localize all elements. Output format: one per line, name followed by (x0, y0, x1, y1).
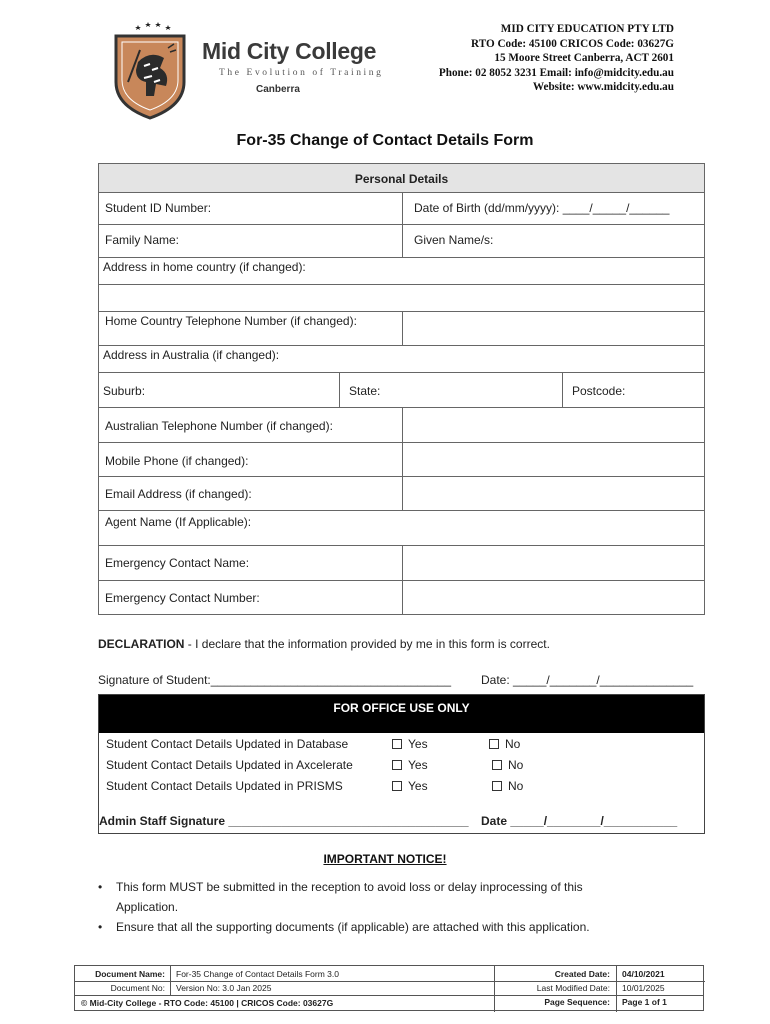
home-address-label: Address in home country (if changed): (103, 260, 306, 274)
student-signature-line[interactable]: Signature of Student:____________________________________ (98, 673, 452, 687)
org-website: Website: www.midcity.edu.au (532, 81, 674, 93)
emergency-number-label: Emergency Contact Number: (105, 591, 260, 605)
checkbox-icon[interactable] (392, 781, 402, 791)
brand-name: Mid City College (202, 38, 377, 64)
personal-details-table (98, 163, 705, 615)
created-date-value: 04/10/2021 (622, 969, 665, 979)
form-title: For-35 Change of Contact Details Form (236, 132, 534, 149)
doc-no-label: Document No: (110, 983, 165, 993)
admin-date-line[interactable]: Date _____/________/___________ (481, 814, 678, 828)
mobile-label: Mobile Phone (if changed): (105, 454, 249, 468)
section-header: Personal Details (354, 172, 449, 186)
org-name: MID CITY EDUCATION PTY LTD (500, 23, 674, 35)
axcelerate-no-option[interactable]: No (492, 758, 523, 772)
given-names-label: Given Name/s: (414, 233, 494, 247)
declaration-label: DECLARATION (98, 637, 185, 651)
office-row-label: Student Contact Details Updated in PRISMS (106, 779, 343, 793)
office-use-table (98, 694, 705, 834)
database-no-option[interactable]: No (489, 737, 520, 751)
doc-name-label: Document Name: (95, 969, 165, 979)
modified-date-label: Last Modified Date: (536, 983, 610, 993)
declaration (98, 637, 550, 651)
suburb-label: Suburb: (103, 384, 146, 398)
created-date-label: Created Date: (554, 969, 610, 979)
office-use-header: FOR OFFICE USE ONLY (99, 695, 704, 733)
checkbox-icon[interactable] (392, 739, 402, 749)
au-address-label: Address in Australia (if changed): (103, 348, 280, 362)
document-footer-table (74, 965, 704, 1011)
checkbox-icon[interactable] (392, 760, 402, 770)
org-codes: RTO Code: 45100 CRICOS Code: 03627G (471, 37, 674, 50)
prisms-yes-option[interactable]: Yes (392, 779, 428, 793)
database-yes-option[interactable]: Yes (392, 737, 428, 751)
checkbox-icon[interactable] (492, 760, 502, 770)
doc-name-value: For-35 Change of Contact Details Form 3.0 (176, 969, 339, 979)
dob-label: Date of Birth (dd/mm/yyyy): ____/_____/______ (414, 201, 670, 215)
declaration-date-line[interactable]: Date: _____/_______/______________ (481, 673, 694, 687)
page-sequence-label: Page Sequence: (544, 997, 610, 1007)
agent-label: Agent Name (If Applicable): (105, 515, 252, 529)
modified-date-value: 10/01/2025 (622, 983, 665, 993)
copyright: © Mid-City College - RTO Code: 45100 | CRICOS Code: 03627G (81, 998, 334, 1008)
bullet-icon: • (98, 880, 103, 894)
brand-tagline: The Evolution of Training (219, 68, 384, 78)
email-label: Email Address (if changed): (105, 487, 252, 501)
emergency-name-label: Emergency Contact Name: (105, 556, 250, 570)
declaration-text: - I declare that the information provided by me in this form is correct. (184, 637, 550, 651)
office-row-label: Student Contact Details Updated in Axcelerate (106, 758, 353, 772)
checkbox-icon[interactable] (489, 739, 499, 749)
office-row-label: Student Contact Details Updated in Database (106, 737, 349, 751)
postcode-label: Postcode: (572, 384, 626, 398)
axcelerate-yes-option[interactable]: Yes (392, 758, 428, 772)
state-label: State: (349, 384, 381, 398)
notice-bullet: • This form MUST be submitted in the reception to avoid loss or delay inprocessing of this Application. (116, 877, 626, 917)
college-logo-seal (110, 22, 190, 120)
home-phone-label: Home Country Telephone Number (if changed): (105, 314, 357, 328)
checkbox-icon[interactable] (492, 781, 502, 791)
bullet-icon: • (98, 920, 103, 934)
org-contact: Phone: 02 8052 3231 Email: info@midcity.edu.au (438, 66, 674, 79)
brand-city: Canberra (256, 84, 300, 95)
doc-no-value: Version No: 3.0 Jan 2025 (176, 983, 272, 993)
student-id-label: Student ID Number: (105, 201, 212, 215)
org-address: 15 Moore Street Canberra, ACT 2601 (494, 52, 674, 64)
prisms-no-option[interactable]: No (492, 779, 523, 793)
organisation-details (439, 22, 674, 95)
important-notice-title: IMPORTANT NOTICE! (323, 852, 447, 866)
notice-bullet: • Ensure that all the supporting documents (if applicable) are attached with this application. (116, 917, 676, 937)
family-name-label: Family Name: (105, 233, 180, 247)
page-sequence-value: Page 1 of 1 (622, 997, 667, 1007)
au-phone-label: Australian Telephone Number (if changed): (105, 419, 333, 433)
admin-signature-line[interactable]: Admin Staff Signature ____________________________________ (99, 814, 469, 828)
